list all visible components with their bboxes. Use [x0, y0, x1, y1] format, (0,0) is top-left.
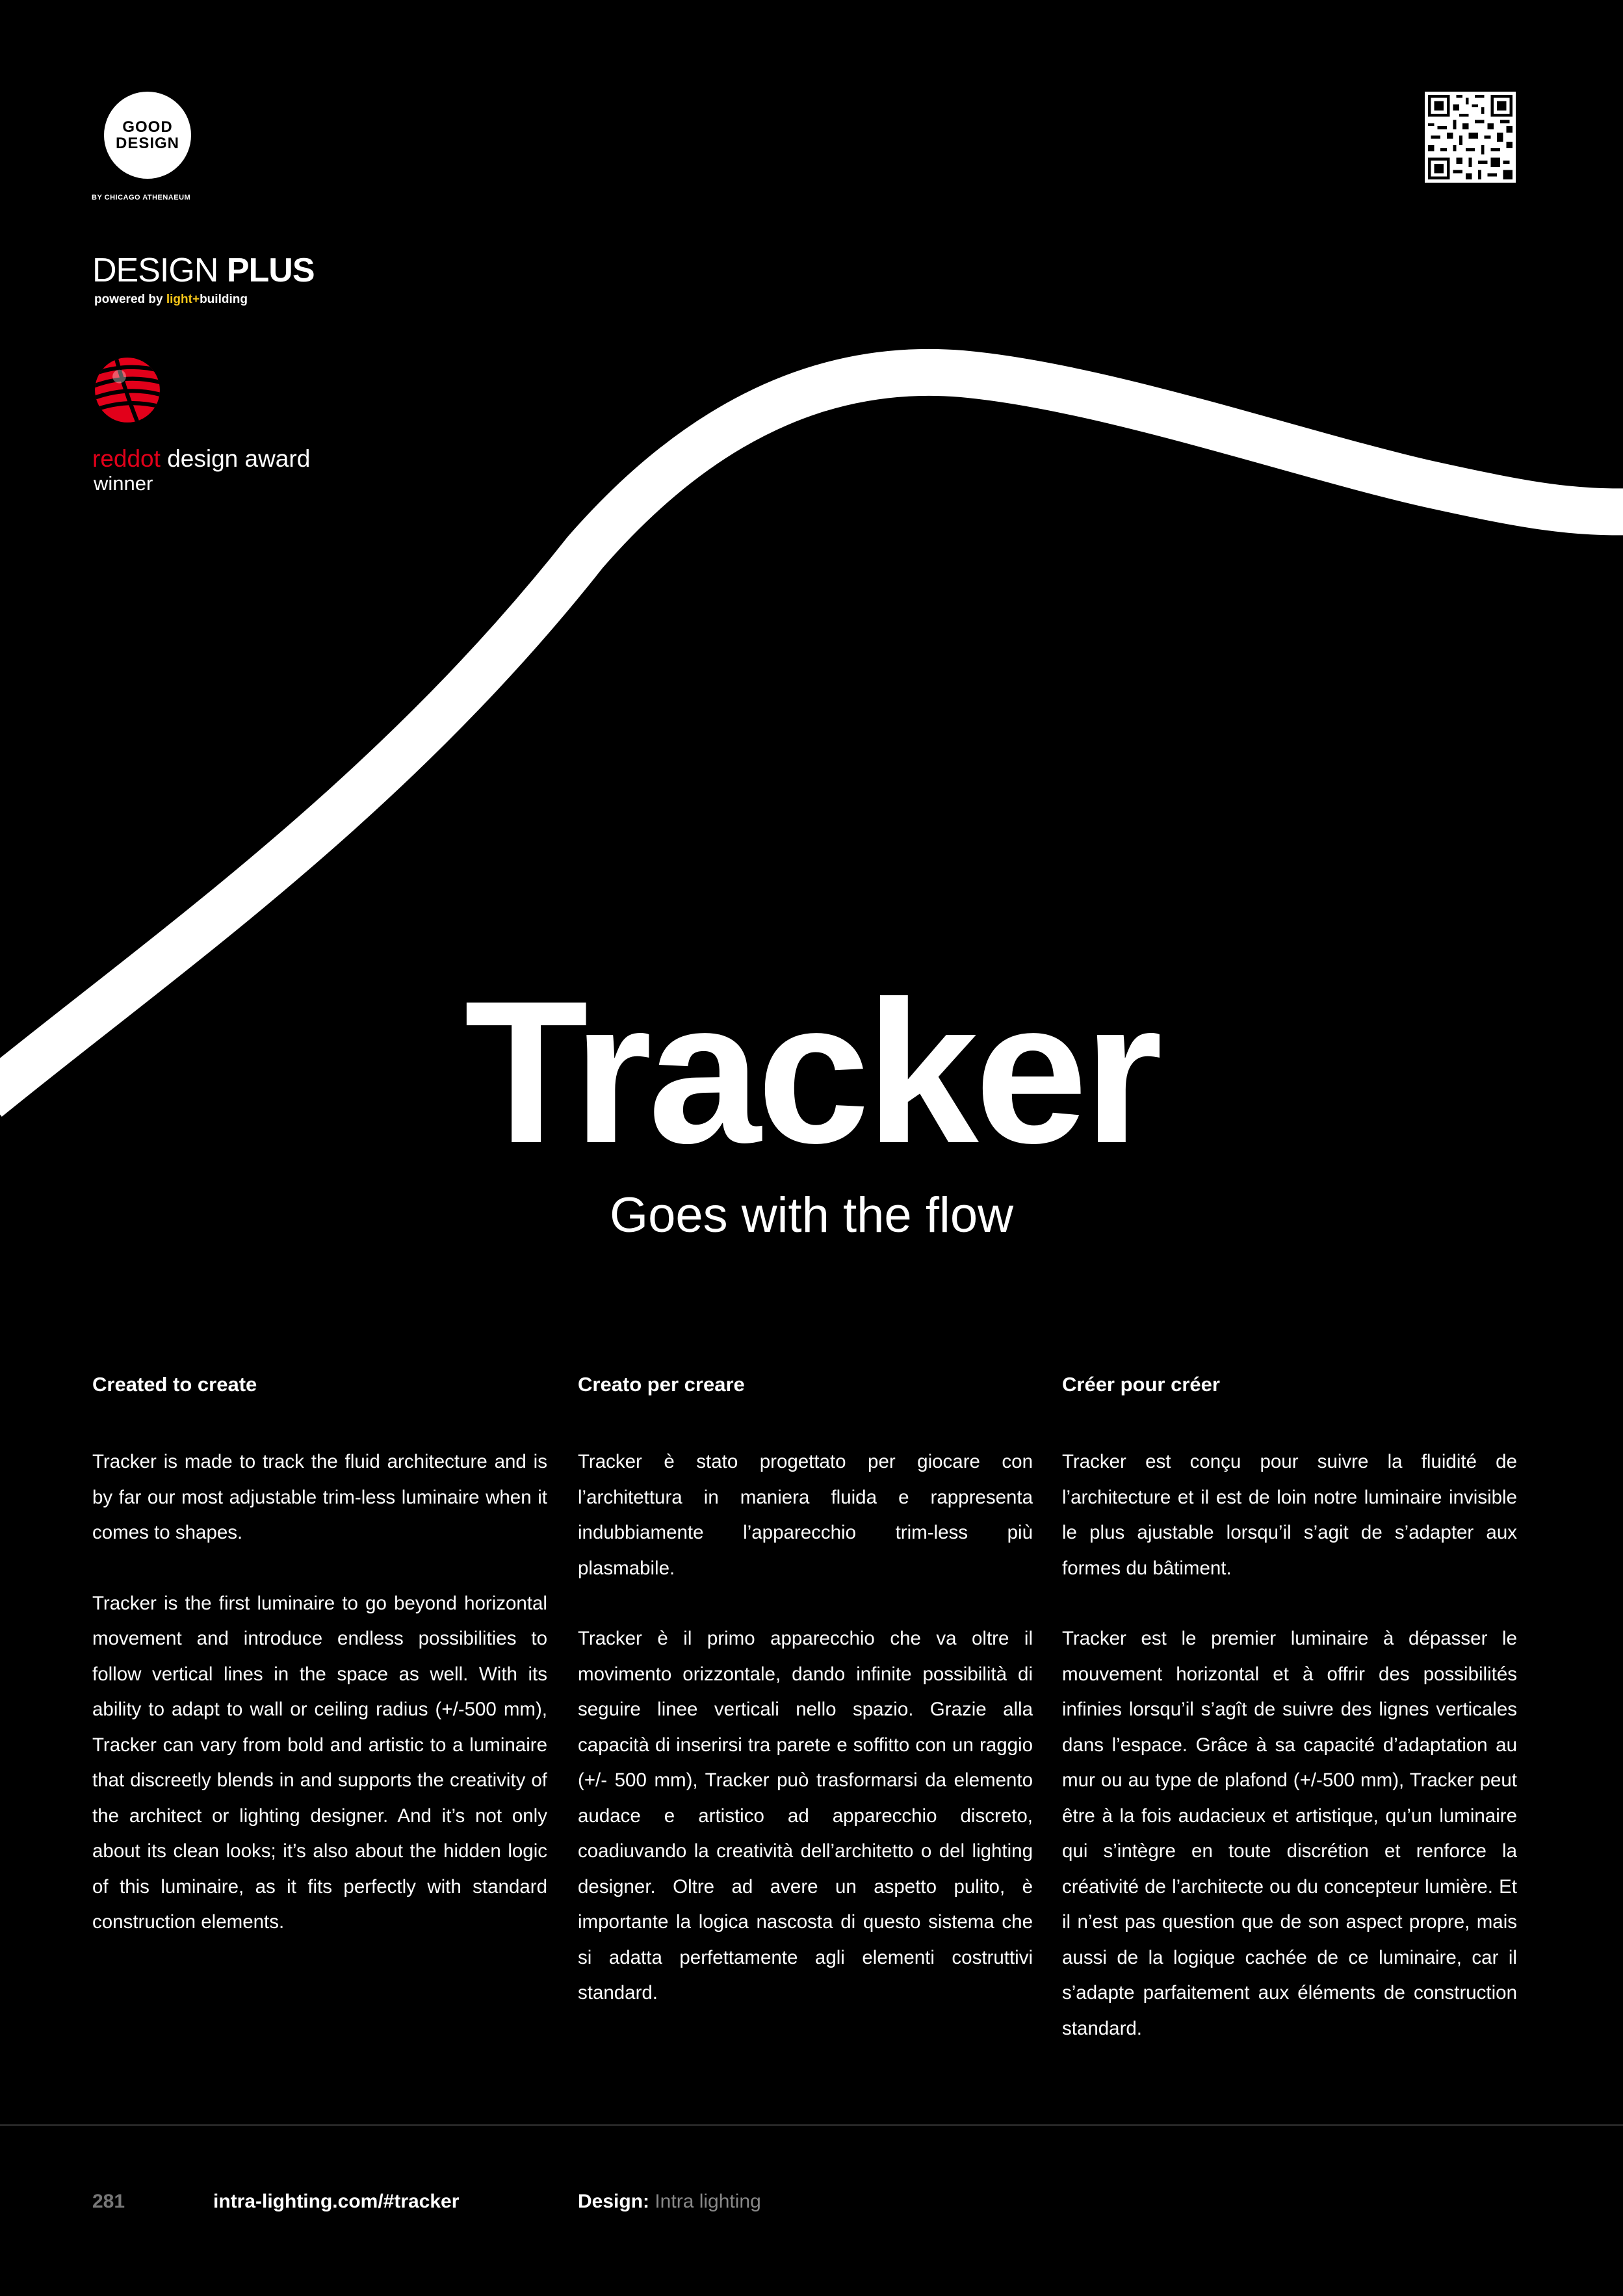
design-plus-powered-by	[94, 293, 248, 307]
column-paragraph: Tracker is the first luminaire to go beyond horizontal movement and introduce endless possibilities to follow vertical lines in the space as well. With its ability to adapt to wall or ceiling radius (+/-500 mm), Tracker can vary from bold and artistic to a luminaire that discreetly blends in and supports the creativity of the architect or lighting designer. And it’s not only about its clean looks; it’s also about the hidden logic of this luminaire, as it fits perfectly with standard construction elements.	[92, 1592, 547, 1933]
product-subtitle: Goes with the flow	[610, 1188, 1013, 1243]
good-design-subtitle: BY CHICAGO ATHENAEUM	[92, 194, 191, 202]
footer-divider	[0, 2124, 1623, 2126]
text-column-french	[1062, 1372, 1517, 2046]
design-plus-bold: PLUS	[226, 252, 315, 289]
column-heading: Creato per creare	[578, 1373, 745, 1396]
light-building-plus: +	[192, 293, 200, 306]
design-credit-value: Intra lighting	[649, 2191, 761, 2212]
column-paragraph: Tracker è il primo apparecchio che va oltre il movimento orizzontale, dando infinite possibilità di seguire linee verticali nello spazio. Grazie alla capacità di inserirsi tra parete e soffitto con un raggio (+/- 500 mm), Tracker può trasformarsi da elemento audace e artistico ad apparecchio discreto, coadiuvando la creatività dell’architetto o del lighting designer. Oltre ad avere un aspetto pulito, è importante la logica nascosta di questo sistema che si adatta perfettamente agli elementi costruttivi standard.	[578, 1628, 1033, 2003]
light-building-building: building	[200, 293, 248, 306]
good-design-line1: GOOD	[122, 118, 173, 136]
powered-by-text: powered by	[94, 293, 166, 306]
qr-code-icon	[1425, 92, 1516, 183]
reddot-word: reddot	[92, 445, 161, 472]
page-number: 281	[92, 2191, 125, 2212]
design-credit-label: Design:	[578, 2191, 650, 2212]
design-plus-light: DESIGN	[92, 252, 227, 289]
reddot-icon	[94, 356, 161, 424]
good-design-line2: DESIGN	[115, 135, 179, 152]
column-heading: Créer pour créer	[1062, 1373, 1220, 1396]
reddot-award-text	[92, 446, 310, 472]
column-paragraph: Tracker è stato progettato per giocare con l’architettura in maniera fluida e rappresenta indubbiamente l’apparecchio trim-less più plasmabile.	[578, 1451, 1033, 1579]
design-plus-logo	[92, 252, 315, 289]
good-design-logo	[104, 92, 191, 179]
column-paragraph: Tracker est le premier luminaire à dépasser le mouvement horizontal et à offrir des possibilités infinies lorsqu’il s’agît de suivre des lignes verticales dans l’espace. Grâce à sa capacité d’adaptation au mur ou au type de plafond (+/-500 mm), Tracker peut être à la fois audacieux et artistique, qu’un luminaire qui s’intègre en toute discrétion et renforce la créativité de l’architecte ou du concepteur lumière. Et il n’est pas question que de son aspect propre, mais aussi de la logique cachée de ce luminaire, car il s’adapte parfaitement aux éléments de construction standard.	[1062, 1628, 1517, 2039]
text-column-italian	[578, 1372, 1033, 2011]
light-building-light: light	[166, 293, 192, 306]
column-heading: Created to create	[92, 1373, 257, 1396]
design-award-word: design award	[160, 445, 311, 472]
reddot-winner-text: winner	[94, 472, 153, 495]
text-column-english	[92, 1372, 547, 1940]
column-paragraph: Tracker est conçu pour suivre la fluidité de l’architecture et il est de loin notre luminaire invisible le plus ajustable lorsqu’il s’agit de s’adapter aux formes du bâtiment.	[1062, 1451, 1517, 1579]
column-paragraph: Tracker is made to track the fluid architecture and is by far our most adjustable trim-less luminaire when it comes to shapes.	[92, 1451, 547, 1543]
design-credit	[578, 2191, 761, 2213]
product-url-link[interactable]: intra-lighting.com/#tracker	[213, 2191, 460, 2212]
product-title: Tracker	[464, 959, 1159, 1186]
